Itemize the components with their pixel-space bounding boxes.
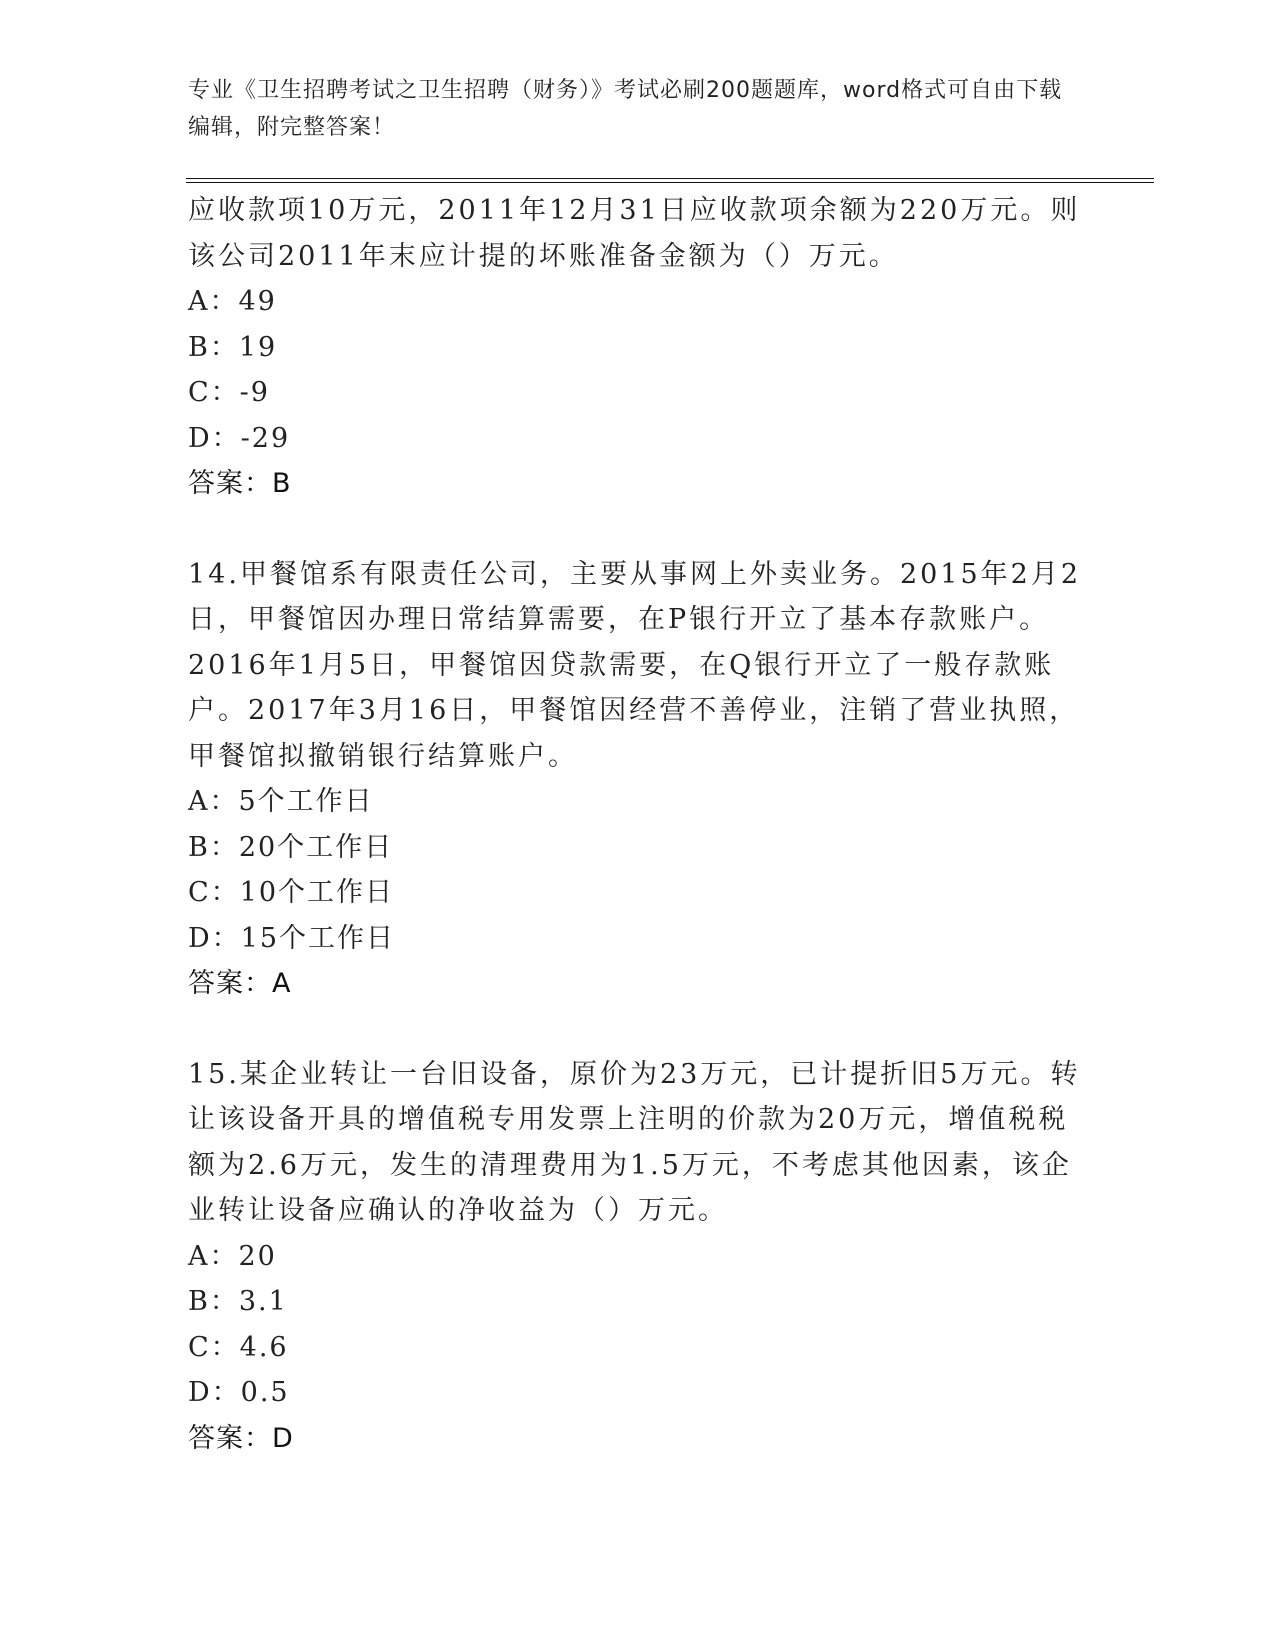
- option-a: A：20: [188, 1240, 277, 1272]
- option-b: B：3.1: [188, 1286, 288, 1317]
- option-a: A：5个工作日: [188, 786, 374, 817]
- option-b: B：19: [188, 331, 278, 363]
- question-block: [188, 552, 1088, 1007]
- option-c: C：4.6: [188, 1331, 289, 1363]
- option-c: C：-9: [188, 377, 270, 408]
- question-list: [188, 188, 1088, 1461]
- document-header: [188, 72, 1068, 146]
- answer-line: 答案：B: [188, 468, 292, 499]
- answer-line: 答案：A: [188, 968, 292, 999]
- header-rule-bottom: [186, 182, 1154, 183]
- header-rule-top: [186, 178, 1154, 179]
- option-d: D：15个工作日: [188, 922, 396, 954]
- option-a: A：49: [188, 286, 277, 317]
- question-text: 15.某企业转让一台旧设备，原价为23万元，已计提折旧5万元。转让该设备开具的增值税专用发票上注明的价款为20万元，增值税税额为2.6万元，发生的清理费用为1.5万元，不考虑其他因素，该企业转让设备应确认的净收益为（）万元。: [188, 1058, 1081, 1226]
- question-text: 14.甲餐馆系有限责任公司，主要从事网上外卖业务。2015年2月2日，甲餐馆因办理日常结算需要，在P银行开立了基本存款账户。2016年1月5日，甲餐馆因贷款需要，在Q银行开立了一般存款账户。2017年3月16日，甲餐馆因经营不善停业，注销了营业执照，甲餐馆拟撤销银行结算账户。: [188, 558, 1082, 772]
- question-text: 应收款项10万元，2011年12月31日应收款项余额为220万元。则该公司2011年末应计提的坏账准备金额为（）万元。: [188, 195, 1081, 272]
- answer-line: 答案：D: [188, 1422, 294, 1454]
- question-block: [188, 188, 1088, 507]
- question-gap: [188, 507, 1088, 552]
- option-c: C：10个工作日: [188, 877, 395, 908]
- option-d: D：-29: [188, 422, 291, 454]
- option-b: B：20个工作日: [188, 831, 394, 863]
- document-title: 专业《卫生招聘考试之卫生招聘（财务）》考试必刷200题题库，word格式可自由下载编辑，附完整答案！: [188, 78, 1063, 140]
- option-d: D：0.5: [188, 1377, 290, 1408]
- question-block: [188, 1052, 1088, 1462]
- question-gap: [188, 1007, 1088, 1052]
